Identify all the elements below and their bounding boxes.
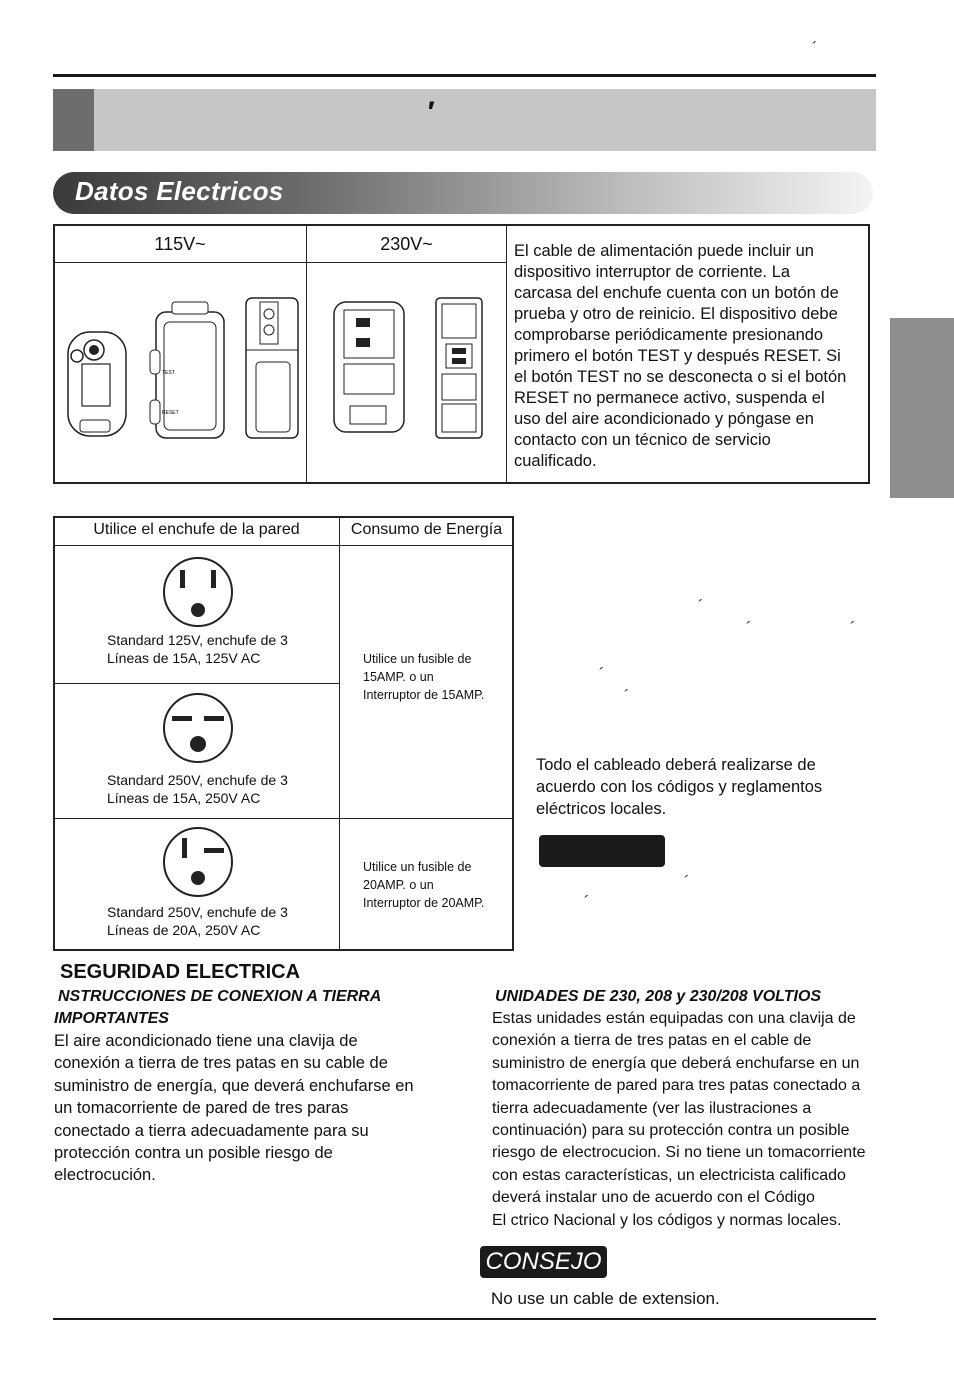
- head-power: Consumo de Energía: [350, 521, 503, 538]
- divider: [306, 225, 307, 483]
- fuse-20-note: Utilice un fusible de 20AMP. o un Interruptor de 20AMP.: [363, 860, 485, 910]
- chapter-banner-tab: [53, 89, 94, 151]
- safety-subtitle-2: IMPORTANTES: [54, 1010, 169, 1027]
- divider: [54, 545, 513, 546]
- plug-230v-illustration: [320, 292, 500, 442]
- bottom-rule: [53, 1318, 876, 1320]
- reset-label: RESET: [162, 410, 179, 416]
- black-label-badge: [539, 835, 665, 867]
- divider: [339, 517, 340, 950]
- header-accent: ´: [812, 40, 818, 57]
- col-230v: 230V~: [380, 234, 433, 254]
- plug-115v-illustration: [60, 292, 305, 442]
- accent-mark: ´: [849, 620, 855, 637]
- accent-mark: ´: [623, 688, 629, 705]
- fuse-15-note: Utilice un fusible de 15AMP. o un Interruptor de 15AMP.: [363, 652, 485, 702]
- divider: [54, 818, 513, 819]
- col-115v: 115V~: [154, 234, 206, 254]
- accent-mark: ´: [583, 894, 589, 911]
- accent-mark: ´: [598, 666, 604, 683]
- divider: [54, 683, 339, 684]
- divider: [506, 225, 507, 483]
- safety-title: SEGURIDAD ELECTRICA: [60, 961, 301, 983]
- head-outlet: Utilice el enchufe de la pared: [93, 521, 300, 538]
- power-description-text: El cable de alimentación puede incluir un dispositivo interruptor de corriente. La carcasa del enchufe cuenta con un botón de prueba y otro de reinicio. El dispositivo debe comprobarse periódicamente presionando primero el botón TEST y después RESET. Si el botón TEST no se desconecta o si el botón RESET no permanece activo, suspenda el uso del aire acondicionado y póngase en contacto con un técnico de servicio cualificado.: [514, 242, 847, 470]
- accent-mark: ´: [697, 598, 703, 615]
- outlet-label: Standard 250V, enchufe de 3 Líneas de 20A, 250V AC: [107, 904, 288, 938]
- chapter-banner: [53, 89, 876, 151]
- divider: [54, 262, 506, 263]
- section-title: Datos Electricos: [75, 176, 284, 206]
- outlet-250v-20a-icon: [160, 826, 236, 898]
- wiring-note: Todo el cableado deberá realizarse de acuerdo con los códigos y reglamentos eléctricos locales.: [536, 756, 823, 818]
- units-230-body: Estas unidades están equipadas con una clavija de conexión a tierra de tres patas en el cable de suministro de energía que deberá enchufarse en un tomacorriente de pared para tres patas conectado a tierra adecuadamente (ver las ilustraciones a continuación) para su protección contra un posible riesgo de electrocucion. Si no tiene un tomacorriente con estas características, un electricista calificado deverá instalar uno de acuerdo con el Código El ctrico Nacional y los códigos y normas locales.: [492, 1010, 866, 1229]
- accent-mark: ´: [745, 620, 751, 637]
- outlet-250v-15a-icon: [160, 692, 236, 764]
- tip-text: No use un cable de extension.: [491, 1289, 720, 1308]
- safety-subtitle: NSTRUCCIONES DE CONEXION A TIERRA: [58, 988, 382, 1005]
- units-230-title: UNIDADES DE 230, 208 y 230/208 VOLTIOS: [495, 988, 822, 1005]
- accent-mark: ´: [683, 874, 689, 891]
- side-tab: [890, 318, 954, 498]
- test-label: TEST: [162, 370, 175, 376]
- tip-badge: CONSEJO: [480, 1246, 607, 1278]
- outlet-label: Standard 125V, enchufe de 3 Líneas de 15A, 125V AC: [107, 632, 288, 666]
- outlet-label: Standard 250V, enchufe de 3 Líneas de 15A, 250V AC: [107, 772, 288, 806]
- top-rule: [53, 74, 876, 77]
- outlet-125v-icon: [160, 556, 236, 628]
- banner-accent: ′: [426, 96, 434, 129]
- safety-body: El aire acondicionado tiene una clavija de conexión a tierra de tres patas en su cable de suministro de energía, que deverá enchufarse en un tomacorriente de pared de tres paras conectado a tierra adecuadamente para su protección contra un posible riesgo de electrocución.: [54, 1032, 414, 1185]
